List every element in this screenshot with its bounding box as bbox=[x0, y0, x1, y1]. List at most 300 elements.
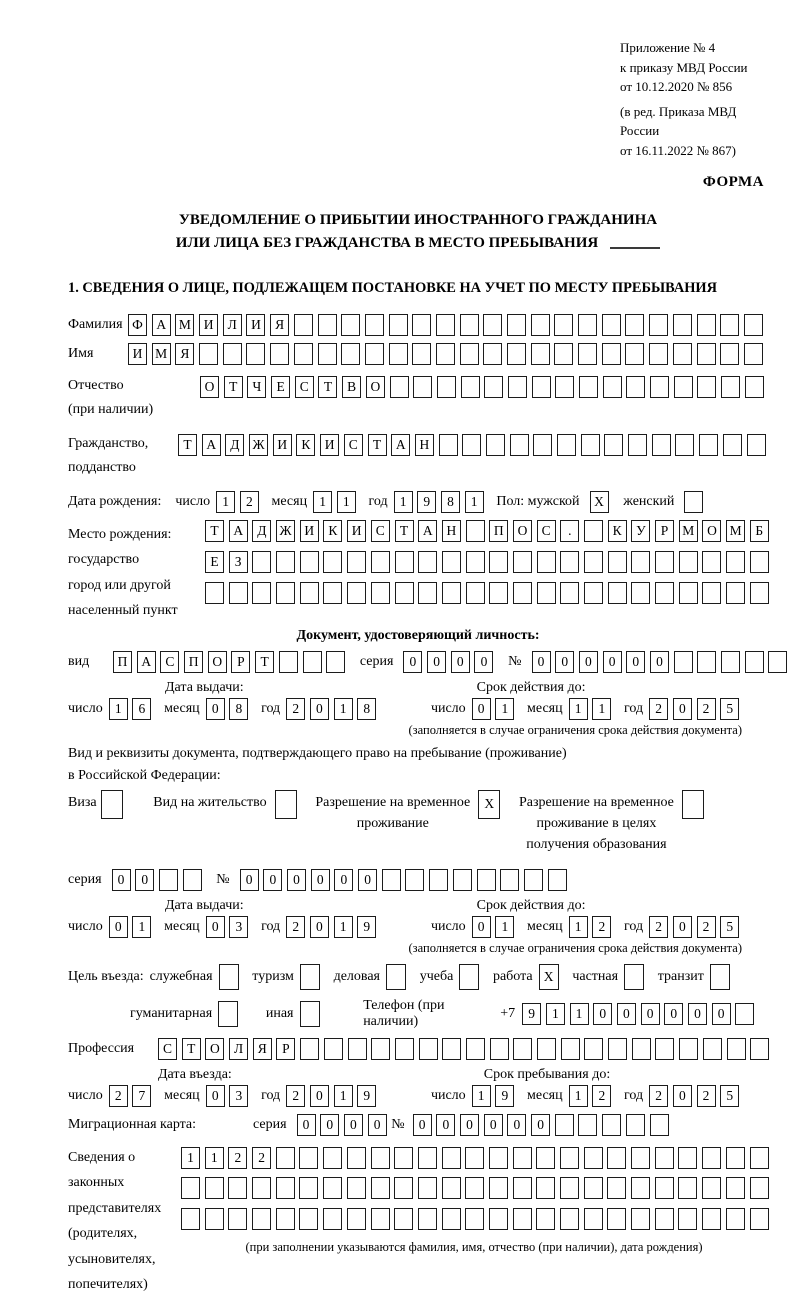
doc-number-cell[interactable] bbox=[697, 651, 716, 673]
birthplace-row3-cell[interactable] bbox=[418, 582, 437, 604]
doc-number-cell[interactable] bbox=[721, 651, 740, 673]
representatives-row3-cell[interactable] bbox=[631, 1208, 650, 1230]
firstname-cell[interactable]: М bbox=[152, 343, 171, 365]
firstname-cell[interactable] bbox=[246, 343, 265, 365]
phone-cell[interactable]: 9 bbox=[522, 1003, 541, 1025]
birth-day-cell[interactable]: 1 bbox=[216, 491, 235, 513]
resdoc-number-cell[interactable] bbox=[548, 869, 567, 891]
representatives-row1-cell[interactable] bbox=[702, 1147, 721, 1169]
birthplace-row3-cell[interactable] bbox=[726, 582, 745, 604]
representatives-row2-cell[interactable] bbox=[371, 1177, 390, 1199]
patronymic-cell[interactable] bbox=[437, 376, 456, 398]
iddoc-valid-year-cell[interactable]: 5 bbox=[720, 698, 739, 720]
surname-cell[interactable]: И bbox=[246, 314, 265, 336]
surname-cell[interactable]: И bbox=[199, 314, 218, 336]
birthplace-row3-cell[interactable] bbox=[513, 582, 532, 604]
citizenship-cell[interactable]: Ж bbox=[249, 434, 268, 456]
sex-male-cell[interactable]: X bbox=[590, 491, 609, 513]
profession-cell[interactable] bbox=[371, 1038, 390, 1060]
representatives-row1-cell[interactable]: 2 bbox=[228, 1147, 247, 1169]
birthplace-row2-cell[interactable] bbox=[679, 551, 698, 573]
resdoc-number-cell[interactable] bbox=[500, 869, 519, 891]
representatives-row1-cell[interactable] bbox=[442, 1147, 461, 1169]
patronymic-cell[interactable]: Т bbox=[224, 376, 243, 398]
representatives-row1-cell[interactable] bbox=[299, 1147, 318, 1169]
citizenship-cell[interactable]: Т bbox=[368, 434, 387, 456]
phone-cell[interactable]: 0 bbox=[641, 1003, 660, 1025]
representatives-row1-cell[interactable] bbox=[655, 1147, 674, 1169]
representatives-row1-cell[interactable] bbox=[584, 1147, 603, 1169]
iddoc-valid-day-cell[interactable]: 1 bbox=[495, 698, 514, 720]
patronymic-cell[interactable]: О bbox=[366, 376, 385, 398]
firstname-cell[interactable] bbox=[318, 343, 337, 365]
profession-cell[interactable] bbox=[750, 1038, 769, 1060]
surname-cell[interactable] bbox=[294, 314, 313, 336]
citizenship-cell[interactable] bbox=[439, 434, 458, 456]
doc-type-cell[interactable] bbox=[303, 651, 322, 673]
purpose-transit-cell[interactable] bbox=[710, 964, 730, 990]
firstname-cell[interactable] bbox=[673, 343, 692, 365]
firstname-cell[interactable]: Я bbox=[175, 343, 194, 365]
surname-cell[interactable] bbox=[625, 314, 644, 336]
citizenship-cell[interactable] bbox=[510, 434, 529, 456]
representatives-row1-cell[interactable] bbox=[323, 1147, 342, 1169]
birthplace-row2-cell[interactable] bbox=[371, 551, 390, 573]
entry-day-cell[interactable]: 2 bbox=[109, 1085, 128, 1107]
resdoc-number-cell[interactable]: 0 bbox=[311, 869, 330, 891]
resdoc-series-cell[interactable]: 0 bbox=[112, 869, 131, 891]
representatives-row3-cell[interactable] bbox=[465, 1208, 484, 1230]
citizenship-cell[interactable]: А bbox=[391, 434, 410, 456]
birthplace-row1-cell[interactable]: М bbox=[679, 520, 698, 542]
citizenship-cell[interactable] bbox=[581, 434, 600, 456]
representatives-row1-cell[interactable]: 2 bbox=[252, 1147, 271, 1169]
citizenship-cell[interactable]: Н bbox=[415, 434, 434, 456]
birthplace-row1-cell[interactable]: Р bbox=[655, 520, 674, 542]
representatives-row3-cell[interactable] bbox=[205, 1208, 224, 1230]
representatives-row3-cell[interactable] bbox=[750, 1208, 769, 1230]
birthplace-row3-cell[interactable] bbox=[466, 582, 485, 604]
phone-cell[interactable]: 0 bbox=[688, 1003, 707, 1025]
doc-type-cell[interactable]: О bbox=[208, 651, 227, 673]
representatives-row3-cell[interactable] bbox=[299, 1208, 318, 1230]
representatives-row2-cell[interactable] bbox=[252, 1177, 271, 1199]
birthplace-row3-cell[interactable] bbox=[252, 582, 271, 604]
birthplace-row2-cell[interactable]: З bbox=[229, 551, 248, 573]
doc-series-cell[interactable]: 0 bbox=[427, 651, 446, 673]
representatives-row2-cell[interactable] bbox=[655, 1177, 674, 1199]
birthplace-row2-cell[interactable] bbox=[584, 551, 603, 573]
doc-number-cell[interactable]: 0 bbox=[579, 651, 598, 673]
birthplace-row2-cell[interactable] bbox=[655, 551, 674, 573]
representatives-row1-cell[interactable] bbox=[418, 1147, 437, 1169]
patronymic-cell[interactable] bbox=[484, 376, 503, 398]
profession-cell[interactable] bbox=[703, 1038, 722, 1060]
birthplace-row2-cell[interactable]: Е bbox=[205, 551, 224, 573]
surname-cell[interactable] bbox=[578, 314, 597, 336]
profession-cell[interactable] bbox=[561, 1038, 580, 1060]
representatives-row2-cell[interactable] bbox=[726, 1177, 745, 1199]
resdoc-valid-year-cell[interactable]: 0 bbox=[673, 916, 692, 938]
purpose-study-cell[interactable] bbox=[459, 964, 479, 990]
representatives-row3-cell[interactable] bbox=[252, 1208, 271, 1230]
firstname-cell[interactable] bbox=[436, 343, 455, 365]
profession-cell[interactable]: Л bbox=[229, 1038, 248, 1060]
firstname-cell[interactable] bbox=[483, 343, 502, 365]
citizenship-cell[interactable]: И bbox=[320, 434, 339, 456]
surname-cell[interactable] bbox=[507, 314, 526, 336]
surname-cell[interactable]: Ф bbox=[128, 314, 147, 336]
stay-year-cell[interactable]: 0 bbox=[673, 1085, 692, 1107]
profession-cell[interactable] bbox=[466, 1038, 485, 1060]
resdoc-issue-year-cell[interactable]: 9 bbox=[357, 916, 376, 938]
birthplace-row1-cell[interactable]: С bbox=[371, 520, 390, 542]
stay-day-cell[interactable]: 9 bbox=[495, 1085, 514, 1107]
birthplace-row3-cell[interactable] bbox=[276, 582, 295, 604]
entry-year-cell[interactable]: 0 bbox=[310, 1085, 329, 1107]
birthplace-row3-cell[interactable] bbox=[205, 582, 224, 604]
representatives-row1-cell[interactable] bbox=[371, 1147, 390, 1169]
entry-month-cell[interactable]: 3 bbox=[229, 1085, 248, 1107]
phone-cell[interactable]: 0 bbox=[712, 1003, 731, 1025]
representatives-row3-cell[interactable] bbox=[276, 1208, 295, 1230]
birthplace-row2-cell[interactable] bbox=[323, 551, 342, 573]
birthplace-row2-cell[interactable] bbox=[726, 551, 745, 573]
migration-series-cell[interactable]: 0 bbox=[320, 1114, 339, 1136]
representatives-row3-cell[interactable] bbox=[536, 1208, 555, 1230]
patronymic-cell[interactable] bbox=[721, 376, 740, 398]
firstname-cell[interactable] bbox=[602, 343, 621, 365]
birthplace-row1-cell[interactable]: И bbox=[347, 520, 366, 542]
surname-cell[interactable] bbox=[460, 314, 479, 336]
citizenship-cell[interactable] bbox=[604, 434, 623, 456]
citizenship-cell[interactable] bbox=[557, 434, 576, 456]
birthplace-row3-cell[interactable] bbox=[655, 582, 674, 604]
resdoc-number-cell[interactable] bbox=[405, 869, 424, 891]
citizenship-cell[interactable]: Т bbox=[178, 434, 197, 456]
patronymic-cell[interactable] bbox=[555, 376, 574, 398]
iddoc-issue-year-cell[interactable]: 8 bbox=[357, 698, 376, 720]
migration-number-cell[interactable]: 0 bbox=[413, 1114, 432, 1136]
doc-series-cell[interactable]: 0 bbox=[451, 651, 470, 673]
patronymic-cell[interactable] bbox=[413, 376, 432, 398]
resdoc-series-cell[interactable] bbox=[159, 869, 178, 891]
resdoc-issue-year-cell[interactable]: 1 bbox=[334, 916, 353, 938]
patronymic-cell[interactable] bbox=[508, 376, 527, 398]
patronymic-cell[interactable]: Ч bbox=[247, 376, 266, 398]
phone-cell[interactable] bbox=[735, 1003, 754, 1025]
citizenship-cell[interactable]: Д bbox=[225, 434, 244, 456]
surname-cell[interactable] bbox=[602, 314, 621, 336]
patronymic-cell[interactable] bbox=[626, 376, 645, 398]
representatives-row1-cell[interactable] bbox=[607, 1147, 626, 1169]
birthplace-row2-cell[interactable] bbox=[489, 551, 508, 573]
surname-cell[interactable] bbox=[365, 314, 384, 336]
resdoc-valid-day-cell[interactable]: 0 bbox=[472, 916, 491, 938]
surname-cell[interactable] bbox=[389, 314, 408, 336]
phone-cell[interactable]: 1 bbox=[570, 1003, 589, 1025]
iddoc-valid-year-cell[interactable]: 2 bbox=[697, 698, 716, 720]
patronymic-cell[interactable] bbox=[697, 376, 716, 398]
birthplace-row1-cell[interactable]: О bbox=[702, 520, 721, 542]
representatives-row3-cell[interactable] bbox=[442, 1208, 461, 1230]
citizenship-cell[interactable]: И bbox=[273, 434, 292, 456]
representatives-row1-cell[interactable] bbox=[560, 1147, 579, 1169]
patronymic-cell[interactable]: В bbox=[342, 376, 361, 398]
profession-cell[interactable] bbox=[655, 1038, 674, 1060]
surname-cell[interactable] bbox=[531, 314, 550, 336]
representatives-row2-cell[interactable] bbox=[702, 1177, 721, 1199]
resdoc-valid-month-cell[interactable]: 1 bbox=[569, 916, 588, 938]
birthplace-row1-cell[interactable]: Н bbox=[442, 520, 461, 542]
birthplace-row1-cell[interactable] bbox=[584, 520, 603, 542]
birthplace-row3-cell[interactable] bbox=[371, 582, 390, 604]
representatives-row1-cell[interactable] bbox=[465, 1147, 484, 1169]
patronymic-cell[interactable]: С bbox=[295, 376, 314, 398]
surname-cell[interactable]: Л bbox=[223, 314, 242, 336]
profession-cell[interactable] bbox=[584, 1038, 603, 1060]
patronymic-cell[interactable] bbox=[650, 376, 669, 398]
surname-cell[interactable] bbox=[744, 314, 763, 336]
representatives-row3-cell[interactable] bbox=[371, 1208, 390, 1230]
birthplace-row1-cell[interactable]: . bbox=[560, 520, 579, 542]
doc-series-cell[interactable]: 0 bbox=[474, 651, 493, 673]
citizenship-cell[interactable] bbox=[675, 434, 694, 456]
purpose-official-cell[interactable] bbox=[219, 964, 239, 990]
patronymic-cell[interactable] bbox=[579, 376, 598, 398]
resdoc-number-cell[interactable]: 0 bbox=[287, 869, 306, 891]
representatives-row3-cell[interactable] bbox=[323, 1208, 342, 1230]
stay-year-cell[interactable]: 5 bbox=[720, 1085, 739, 1107]
profession-cell[interactable] bbox=[395, 1038, 414, 1060]
patronymic-cell[interactable]: Е bbox=[271, 376, 290, 398]
birthplace-row2-cell[interactable] bbox=[418, 551, 437, 573]
birthplace-row3-cell[interactable] bbox=[584, 582, 603, 604]
citizenship-cell[interactable] bbox=[723, 434, 742, 456]
representatives-row2-cell[interactable] bbox=[465, 1177, 484, 1199]
stay-month-cell[interactable]: 2 bbox=[592, 1085, 611, 1107]
migration-number-cell[interactable]: 0 bbox=[460, 1114, 479, 1136]
birthplace-row2-cell[interactable] bbox=[252, 551, 271, 573]
birthplace-row3-cell[interactable] bbox=[631, 582, 650, 604]
doc-type-cell[interactable]: Р bbox=[231, 651, 250, 673]
representatives-row1-cell[interactable]: 1 bbox=[205, 1147, 224, 1169]
representatives-row1-cell[interactable] bbox=[631, 1147, 650, 1169]
resdoc-valid-year-cell[interactable]: 2 bbox=[697, 916, 716, 938]
representatives-row3-cell[interactable] bbox=[347, 1208, 366, 1230]
birthplace-row2-cell[interactable] bbox=[513, 551, 532, 573]
resdoc-series-cell[interactable] bbox=[183, 869, 202, 891]
profession-cell[interactable]: О bbox=[205, 1038, 224, 1060]
resdoc-issue-month-cell[interactable]: 0 bbox=[206, 916, 225, 938]
representatives-row2-cell[interactable] bbox=[205, 1177, 224, 1199]
surname-cell[interactable]: А bbox=[152, 314, 171, 336]
representatives-row3-cell[interactable] bbox=[181, 1208, 200, 1230]
surname-cell[interactable] bbox=[673, 314, 692, 336]
migration-number-cell[interactable]: 0 bbox=[507, 1114, 526, 1136]
firstname-cell[interactable] bbox=[625, 343, 644, 365]
citizenship-cell[interactable]: А bbox=[202, 434, 221, 456]
phone-cell[interactable]: 0 bbox=[593, 1003, 612, 1025]
iddoc-valid-day-cell[interactable]: 0 bbox=[472, 698, 491, 720]
iddoc-valid-year-cell[interactable]: 0 bbox=[673, 698, 692, 720]
birth-month-cell[interactable]: 1 bbox=[313, 491, 332, 513]
migration-number-cell[interactable] bbox=[578, 1114, 597, 1136]
patronymic-cell[interactable] bbox=[532, 376, 551, 398]
birthplace-row2-cell[interactable] bbox=[560, 551, 579, 573]
profession-cell[interactable] bbox=[679, 1038, 698, 1060]
migration-number-cell[interactable]: 0 bbox=[531, 1114, 550, 1136]
purpose-private-cell[interactable] bbox=[624, 964, 644, 990]
birth-year-cell[interactable]: 9 bbox=[417, 491, 436, 513]
migration-number-cell[interactable] bbox=[626, 1114, 645, 1136]
patronymic-cell[interactable] bbox=[461, 376, 480, 398]
iddoc-issue-day-cell[interactable]: 1 bbox=[109, 698, 128, 720]
phone-cell[interactable]: 1 bbox=[546, 1003, 565, 1025]
surname-cell[interactable] bbox=[341, 314, 360, 336]
patronymic-cell[interactable] bbox=[390, 376, 409, 398]
firstname-cell[interactable] bbox=[720, 343, 739, 365]
resdoc-number-cell[interactable] bbox=[382, 869, 401, 891]
temp-residence-cell[interactable]: X bbox=[478, 790, 500, 819]
surname-cell[interactable] bbox=[720, 314, 739, 336]
birthplace-row1-cell[interactable]: У bbox=[631, 520, 650, 542]
birth-month-cell[interactable]: 1 bbox=[337, 491, 356, 513]
purpose-humanitarian-cell[interactable] bbox=[218, 1001, 238, 1027]
birthplace-row1-cell[interactable]: М bbox=[726, 520, 745, 542]
stay-month-cell[interactable]: 1 bbox=[569, 1085, 588, 1107]
birthplace-row1-cell[interactable]: Ж bbox=[276, 520, 295, 542]
firstname-cell[interactable] bbox=[578, 343, 597, 365]
surname-cell[interactable] bbox=[483, 314, 502, 336]
citizenship-cell[interactable] bbox=[462, 434, 481, 456]
profession-cell[interactable] bbox=[632, 1038, 651, 1060]
representatives-row2-cell[interactable] bbox=[394, 1177, 413, 1199]
citizenship-cell[interactable] bbox=[747, 434, 766, 456]
surname-cell[interactable]: Я bbox=[270, 314, 289, 336]
doc-number-cell[interactable] bbox=[674, 651, 693, 673]
surname-cell[interactable] bbox=[436, 314, 455, 336]
birthplace-row2-cell[interactable] bbox=[442, 551, 461, 573]
firstname-cell[interactable] bbox=[389, 343, 408, 365]
iddoc-valid-year-cell[interactable]: 2 bbox=[649, 698, 668, 720]
phone-cell[interactable]: 0 bbox=[664, 1003, 683, 1025]
patronymic-cell[interactable]: О bbox=[200, 376, 219, 398]
purpose-work-cell[interactable]: X bbox=[539, 964, 559, 990]
purpose-business-cell[interactable] bbox=[386, 964, 406, 990]
resdoc-number-cell[interactable]: 0 bbox=[240, 869, 259, 891]
birthplace-row3-cell[interactable] bbox=[347, 582, 366, 604]
representatives-row1-cell[interactable] bbox=[750, 1147, 769, 1169]
migration-number-cell[interactable]: 0 bbox=[484, 1114, 503, 1136]
resdoc-number-cell[interactable] bbox=[453, 869, 472, 891]
resdoc-number-cell[interactable]: 0 bbox=[358, 869, 377, 891]
citizenship-cell[interactable] bbox=[533, 434, 552, 456]
representatives-row3-cell[interactable] bbox=[489, 1208, 508, 1230]
profession-cell[interactable] bbox=[442, 1038, 461, 1060]
resdoc-series-cell[interactable]: 0 bbox=[135, 869, 154, 891]
birthplace-row2-cell[interactable] bbox=[276, 551, 295, 573]
resdoc-number-cell[interactable]: 0 bbox=[334, 869, 353, 891]
doc-type-cell[interactable] bbox=[326, 651, 345, 673]
birthplace-row1-cell[interactable]: О bbox=[513, 520, 532, 542]
doc-number-cell[interactable]: 0 bbox=[603, 651, 622, 673]
representatives-row2-cell[interactable] bbox=[536, 1177, 555, 1199]
resdoc-number-cell[interactable] bbox=[477, 869, 496, 891]
surname-cell[interactable] bbox=[649, 314, 668, 336]
doc-number-cell[interactable]: 0 bbox=[650, 651, 669, 673]
representatives-row2-cell[interactable] bbox=[678, 1177, 697, 1199]
residence-permit-cell[interactable] bbox=[275, 790, 297, 819]
surname-cell[interactable] bbox=[318, 314, 337, 336]
birthplace-row1-cell[interactable]: Т bbox=[205, 520, 224, 542]
entry-year-cell[interactable]: 2 bbox=[286, 1085, 305, 1107]
profession-cell[interactable] bbox=[348, 1038, 367, 1060]
firstname-cell[interactable] bbox=[744, 343, 763, 365]
firstname-cell[interactable]: И bbox=[128, 343, 147, 365]
purpose-tourism-cell[interactable] bbox=[300, 964, 320, 990]
resdoc-issue-month-cell[interactable]: 3 bbox=[229, 916, 248, 938]
doc-type-cell[interactable] bbox=[279, 651, 298, 673]
iddoc-issue-year-cell[interactable]: 0 bbox=[310, 698, 329, 720]
firstname-cell[interactable] bbox=[270, 343, 289, 365]
birthplace-row3-cell[interactable] bbox=[442, 582, 461, 604]
migration-series-cell[interactable]: 0 bbox=[297, 1114, 316, 1136]
birthplace-row3-cell[interactable] bbox=[489, 582, 508, 604]
migration-number-cell[interactable] bbox=[650, 1114, 669, 1136]
birthplace-row2-cell[interactable] bbox=[631, 551, 650, 573]
birthplace-row3-cell[interactable] bbox=[537, 582, 556, 604]
doc-type-cell[interactable]: Т bbox=[255, 651, 274, 673]
profession-cell[interactable] bbox=[537, 1038, 556, 1060]
representatives-row1-cell[interactable] bbox=[536, 1147, 555, 1169]
doc-number-cell[interactable]: 0 bbox=[626, 651, 645, 673]
representatives-row2-cell[interactable] bbox=[584, 1177, 603, 1199]
representatives-row2-cell[interactable] bbox=[631, 1177, 650, 1199]
migration-number-cell[interactable] bbox=[602, 1114, 621, 1136]
representatives-row1-cell[interactable] bbox=[726, 1147, 745, 1169]
birthplace-row2-cell[interactable] bbox=[750, 551, 769, 573]
representatives-row3-cell[interactable] bbox=[228, 1208, 247, 1230]
firstname-cell[interactable] bbox=[649, 343, 668, 365]
migration-number-cell[interactable]: 0 bbox=[436, 1114, 455, 1136]
citizenship-cell[interactable]: К bbox=[296, 434, 315, 456]
representatives-row2-cell[interactable] bbox=[299, 1177, 318, 1199]
firstname-cell[interactable] bbox=[697, 343, 716, 365]
profession-cell[interactable]: Р bbox=[276, 1038, 295, 1060]
citizenship-cell[interactable] bbox=[652, 434, 671, 456]
birthplace-row2-cell[interactable] bbox=[347, 551, 366, 573]
representatives-row2-cell[interactable] bbox=[442, 1177, 461, 1199]
surname-cell[interactable] bbox=[697, 314, 716, 336]
resdoc-issue-day-cell[interactable]: 1 bbox=[132, 916, 151, 938]
profession-cell[interactable] bbox=[513, 1038, 532, 1060]
entry-year-cell[interactable]: 1 bbox=[334, 1085, 353, 1107]
citizenship-cell[interactable] bbox=[486, 434, 505, 456]
birthplace-row3-cell[interactable] bbox=[750, 582, 769, 604]
representatives-row3-cell[interactable] bbox=[394, 1208, 413, 1230]
profession-cell[interactable]: Т bbox=[182, 1038, 201, 1060]
birthplace-row2-cell[interactable] bbox=[608, 551, 627, 573]
profession-cell[interactable] bbox=[300, 1038, 319, 1060]
patronymic-cell[interactable] bbox=[603, 376, 622, 398]
phone-cell[interactable]: 0 bbox=[617, 1003, 636, 1025]
profession-cell[interactable] bbox=[324, 1038, 343, 1060]
patronymic-cell[interactable]: Т bbox=[318, 376, 337, 398]
birthplace-row3-cell[interactable] bbox=[323, 582, 342, 604]
patronymic-cell[interactable] bbox=[745, 376, 764, 398]
representatives-row2-cell[interactable] bbox=[750, 1177, 769, 1199]
